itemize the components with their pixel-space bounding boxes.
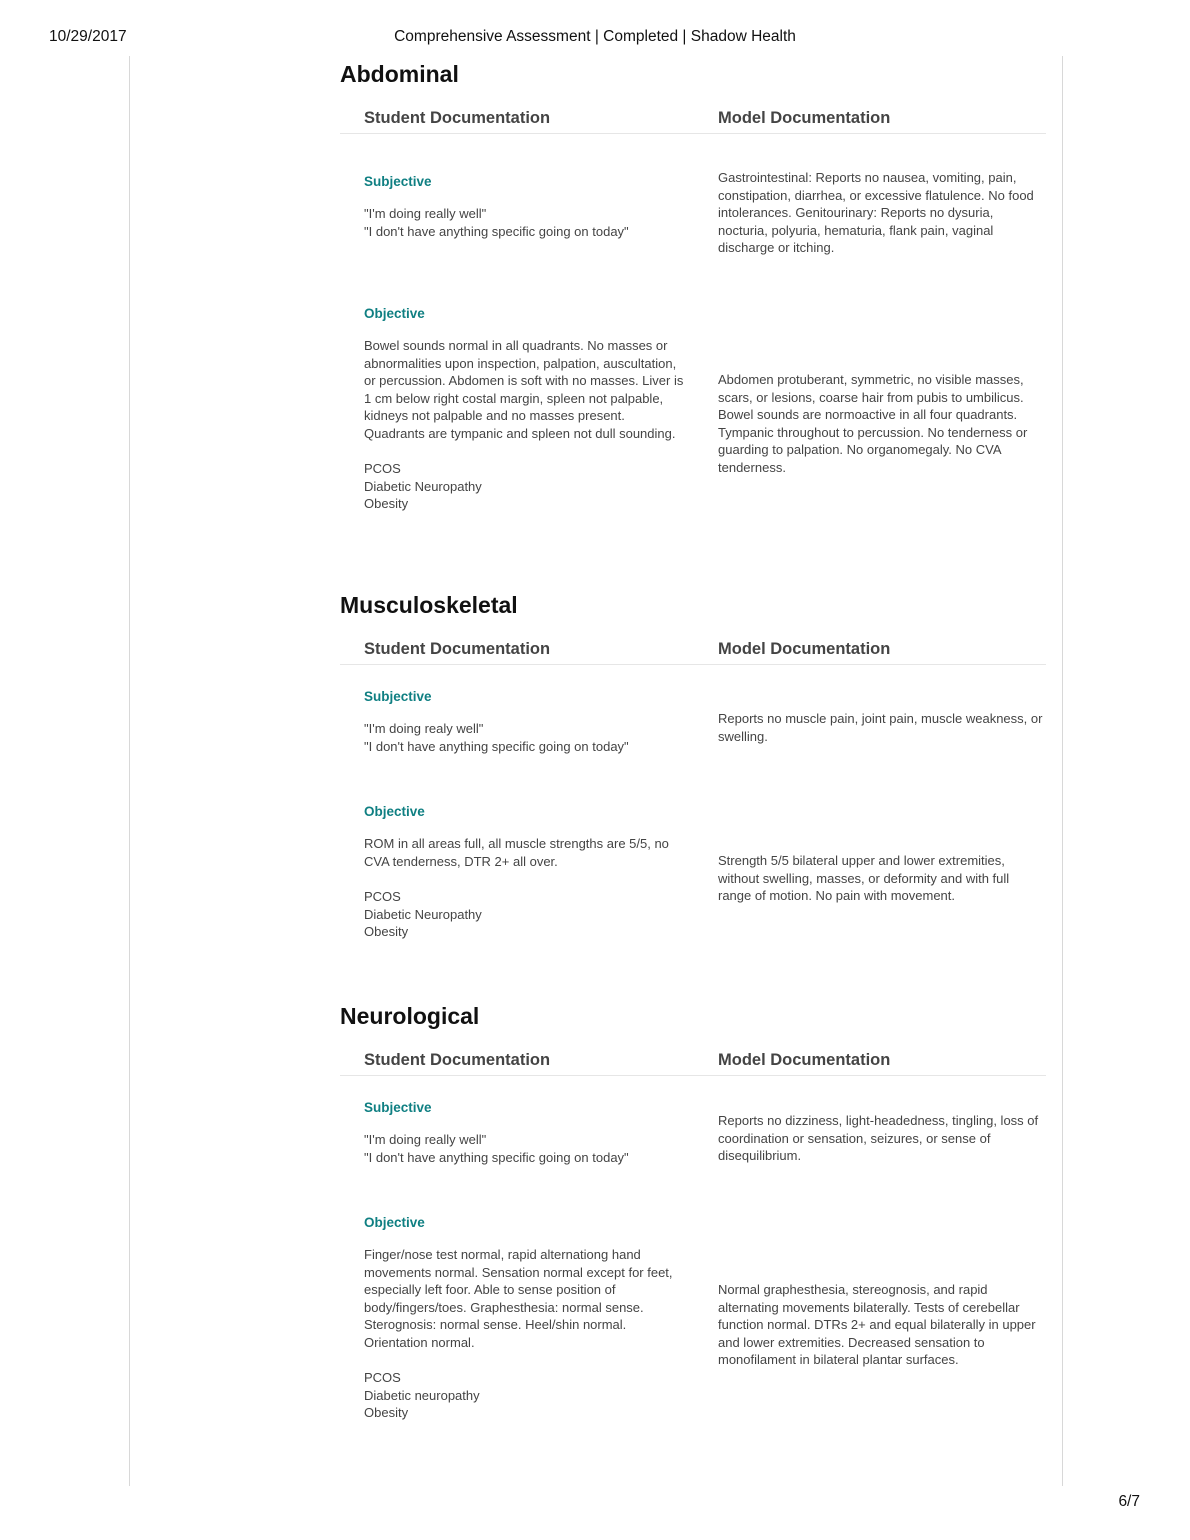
diagnosis-item: Diabetic neuropathy: [364, 1387, 480, 1403]
subjective-label: Subjective: [364, 174, 432, 189]
subjective-quote: "I'm doing realy well": [364, 721, 484, 736]
student-documentation-heading: Student Documentation: [364, 109, 551, 127]
subjective-quote: "I'm doing really well": [364, 1132, 487, 1147]
model-objective: Strength 5/5 bilateral upper and lower extremities, without swelling, masses, or deformity and with full range of motion. No pain with movement.: [718, 853, 1010, 903]
print-date: 10/29/2017: [49, 28, 127, 45]
musculoskeletal-section: [340, 590, 1046, 960]
column-header-row: [340, 620, 1046, 665]
model-subjective: Reports no dizziness, light-headedness, tingling, loss of coordination or sensation, seizures, or sense of disequilibrium.: [718, 1113, 1039, 1163]
student-subjective: [364, 1099, 689, 1166]
model-objective: Normal graphesthesia, stereognosis, and rapid alternating movements bilaterally. Tests of cerebellar function normal. DTRs 2+ and equal bilaterally in upper and lower extremities. Decreased sensation to monofilament in bilateral plantar surfaces.: [718, 1282, 1036, 1367]
subjective-quote: "I don't have anything specific going on today": [364, 223, 629, 239]
objective-text: Bowel sounds normal in all quadrants. No masses or abnormalities upon inspection, palpation, auscultation, or percussion. Abdomen is soft with no masses. Liver is 1 cm below right costal margin, spleen not palpable, kidneys not palpable and no masses present. Quadrants are tympanic and spleen not dull sounding.: [364, 338, 684, 441]
subjective-quote: "I don't have anything specific going on today": [364, 738, 629, 754]
student-documentation-heading: Student Documentation: [364, 1051, 551, 1069]
diagnosis-item: Obesity: [364, 1405, 409, 1420]
model-documentation-heading: Model Documentation: [718, 1051, 891, 1069]
model-subjective: Reports no muscle pain, joint pain, muscle weakness, or swelling.: [718, 711, 1043, 744]
diagnosis-item: PCOS: [364, 461, 401, 476]
section-title: Neurological: [340, 1003, 480, 1029]
objective-label: Objective: [364, 804, 425, 819]
student-objective: [364, 1214, 689, 1422]
model-objective: Abdomen protuberant, symmetric, no visible masses, scars, or lesions, coarse hair from pubis to umbilicus. Bowel sounds are normoactive in all four quadrants. Tympanic throughout to percussion. No tenderness or guarding to palpation. No organomegaly. No CVA tenderness.: [718, 372, 1028, 475]
column-header-row: [340, 1031, 1046, 1076]
right-border: [1062, 56, 1063, 1486]
diagnosis-item: Obesity: [364, 924, 409, 939]
print-title: Comprehensive Assessment | Completed | Shadow Health: [394, 28, 796, 45]
column-header-row: [340, 89, 1046, 134]
objective-text: ROM in all areas full, all muscle strengths are 5/5, no CVA tenderness, DTR 2+ all over.: [364, 836, 669, 869]
subjective-quote: "I don't have anything specific going on today": [364, 1149, 629, 1165]
page-number: 6/7: [1118, 1493, 1140, 1510]
subjective-label: Subjective: [364, 1100, 432, 1115]
objective-text: Finger/nose test normal, rapid alternationg hand movements normal. Sensation normal except for feet, especially left foor. Able to sense position of body/fingers/toes. Graphesthesia: normal sense. Sterognosis: normal sense. Heel/shin normal. Orientation normal.: [364, 1247, 673, 1350]
student-documentation-heading: Student Documentation: [364, 640, 551, 658]
student-objective: [364, 305, 689, 513]
model-subjective: Gastrointestinal: Reports no nausea, vomiting, pain, constipation, diarrhea, or excessive flatulence. No food intolerances. Genitourinary: Reports no dysuria, nocturia, polyuria, hematuria, flank pain, vaginal discharge or itching.: [718, 170, 1034, 255]
diagnosis-item: PCOS: [364, 1370, 401, 1385]
diagnosis-item: PCOS: [364, 889, 401, 904]
neurological-section: [340, 1001, 1046, 1441]
student-objective: [364, 803, 689, 941]
student-subjective: [364, 173, 689, 240]
abdominal-section: [340, 59, 1046, 549]
diagnosis-item: Diabetic Neuropathy: [364, 906, 482, 922]
section-title: Musculoskeletal: [340, 592, 518, 618]
diagnosis-item: Obesity: [364, 496, 409, 511]
subjective-label: Subjective: [364, 689, 432, 704]
diagnosis-item: Diabetic Neuropathy: [364, 478, 482, 494]
section-title: Abdominal: [340, 61, 459, 87]
model-documentation-heading: Model Documentation: [718, 109, 891, 127]
left-border: [129, 56, 130, 1486]
subjective-quote: "I'm doing really well": [364, 206, 487, 221]
objective-label: Objective: [364, 306, 425, 321]
student-subjective: [364, 688, 689, 755]
objective-label: Objective: [364, 1215, 425, 1230]
model-documentation-heading: Model Documentation: [718, 640, 891, 658]
